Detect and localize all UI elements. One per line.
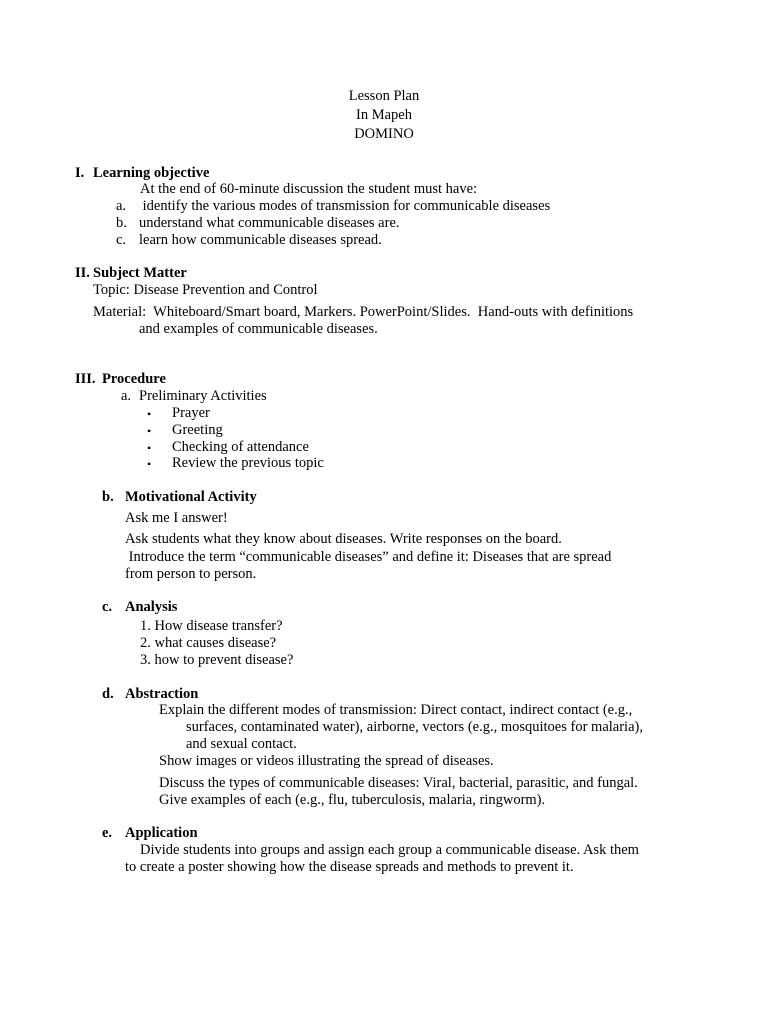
- procedure-marker-b: b.: [102, 489, 114, 505]
- motivational-line-4: from person to person.: [125, 566, 257, 582]
- abstraction-line-1: Explain the different modes of transmission: Direct contact, indirect contact (e.g.,: [159, 702, 633, 718]
- analysis-item-3: 3. how to prevent disease?: [140, 652, 294, 668]
- doc-subject: In Mapeh: [356, 107, 412, 123]
- preliminary-item-review: Review the previous topic: [172, 455, 324, 471]
- objective-marker-b: b.: [116, 215, 127, 231]
- preliminary-item-attendance: Checking of attendance: [172, 439, 309, 455]
- abstraction-line-4: Show images or videos illustrating the spread of diseases.: [159, 753, 494, 769]
- application-line-2: to create a poster showing how the disease spreads and methods to prevent it.: [125, 859, 574, 875]
- abstraction-line-3: and sexual contact.: [186, 736, 297, 752]
- objective-item-a: identify the various modes of transmission for communicable diseases: [139, 198, 551, 214]
- objective-item-c: learn how communicable diseases spread.: [139, 232, 382, 248]
- subject-material-line-1: Material: Whiteboard/Smart board, Markers. PowerPoint/Slides. Hand-outs with definitions: [93, 304, 634, 320]
- procedure-marker-c: c.: [102, 599, 113, 615]
- application-line-1: Divide students into groups and assign each group a communicable disease. Ask them: [140, 842, 639, 858]
- subject-material-line-2: and examples of communicable diseases.: [139, 321, 378, 337]
- bullet-icon: •: [147, 407, 152, 421]
- abstraction-heading: Abstraction: [125, 686, 199, 702]
- procedure-marker-a: a.: [121, 388, 132, 404]
- motivational-line-1: Ask me I answer!: [125, 510, 228, 526]
- preliminary-item-greeting: Greeting: [172, 422, 223, 438]
- motivational-line-2: Ask students what they know about diseases. Write responses on the board.: [125, 531, 562, 547]
- section-1-intro: At the end of 60-minute discussion the student must have:: [140, 181, 478, 197]
- section-2-numeral: II.: [75, 265, 90, 281]
- abstraction-line-6: Give examples of each (e.g., flu, tuberculosis, malaria, ringworm).: [159, 792, 546, 808]
- motivational-line-3: Introduce the term “communicable diseases” and define it: Diseases that are spread: [125, 549, 612, 565]
- abstraction-line-5: Discuss the types of communicable diseases: Viral, bacterial, parasitic, and fungal.: [159, 775, 638, 791]
- abstraction-line-2: surfaces, contaminated water), airborne, vectors (e.g., mosquitoes for malaria),: [186, 719, 643, 735]
- analysis-item-2: 2. what causes disease?: [140, 635, 277, 651]
- bullet-icon: •: [147, 457, 152, 471]
- section-2-heading: Subject Matter: [93, 265, 187, 281]
- preliminary-item-prayer: Prayer: [172, 405, 210, 421]
- section-3-heading: Procedure: [102, 371, 166, 387]
- doc-topic-name: DOMINO: [354, 126, 414, 142]
- objective-marker-c: c.: [116, 232, 127, 248]
- bullet-icon: •: [147, 424, 152, 438]
- motivational-heading: Motivational Activity: [125, 489, 257, 505]
- objective-marker-a: a.: [116, 198, 127, 214]
- procedure-marker-d: d.: [102, 686, 114, 702]
- analysis-item-1: 1. How disease transfer?: [140, 618, 283, 634]
- analysis-heading: Analysis: [125, 599, 178, 615]
- section-1-numeral: I.: [75, 165, 85, 181]
- procedure-a-label: Preliminary Activities: [139, 388, 267, 404]
- doc-title: Lesson Plan: [348, 88, 420, 104]
- bullet-icon: •: [147, 441, 152, 455]
- application-heading: Application: [125, 825, 198, 841]
- section-3-numeral: III.: [75, 371, 96, 387]
- section-1-heading: Learning objective: [93, 165, 210, 181]
- objective-item-b: understand what communicable diseases are.: [139, 215, 400, 231]
- procedure-marker-e: e.: [102, 825, 113, 841]
- subject-topic: Topic: Disease Prevention and Control: [93, 282, 318, 298]
